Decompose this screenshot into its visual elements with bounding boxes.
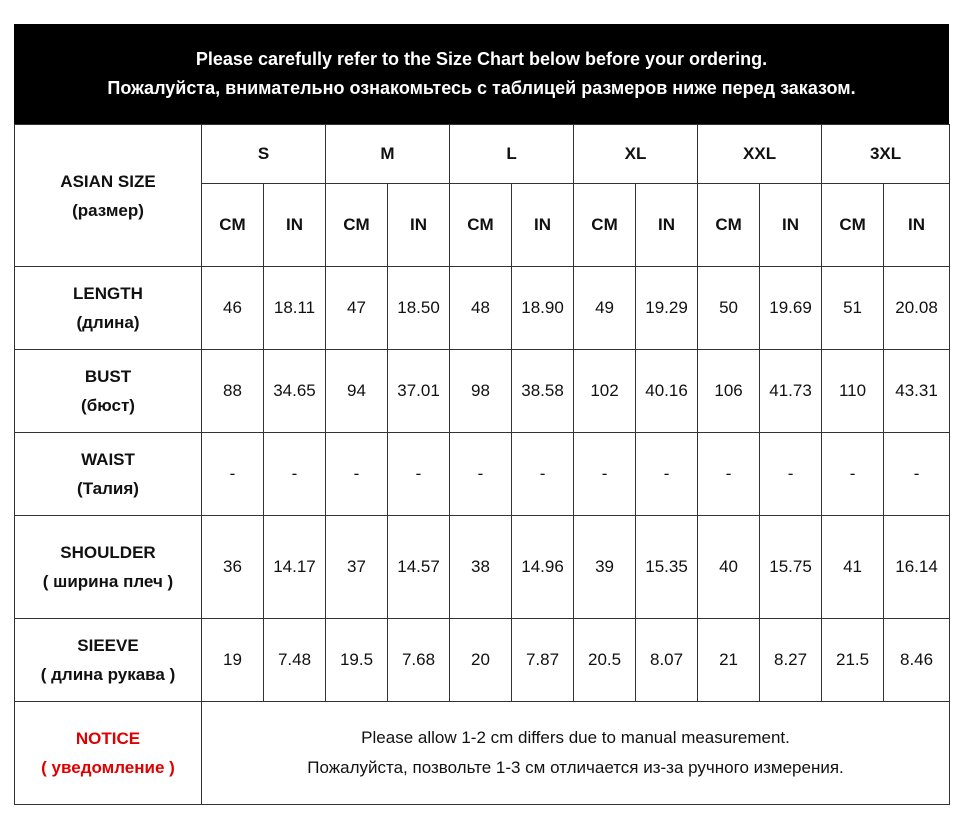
table-cell: 19.5 [326, 619, 388, 702]
table-cell: 39 [574, 516, 636, 619]
asian-size-label [15, 125, 202, 267]
size-s: S [202, 125, 326, 184]
table-cell: 8.07 [636, 619, 698, 702]
table-row-sleeve [15, 619, 950, 702]
size-xl: XL [574, 125, 698, 184]
table-row-bust [15, 350, 950, 433]
size-chart [14, 24, 949, 805]
row-label [15, 516, 202, 619]
size-3xl: 3XL [822, 125, 950, 184]
size-l: L [450, 125, 574, 184]
asian-size-label-en: ASIAN SIZE [60, 171, 156, 191]
table-cell: 49 [574, 267, 636, 350]
table-cell: - [760, 433, 822, 516]
table-cell: 15.75 [760, 516, 822, 619]
table-row-waist [15, 433, 950, 516]
table-row-length [15, 267, 950, 350]
unit-cm: CM [202, 184, 264, 267]
asian-size-label-ru: (размер) [72, 200, 144, 220]
row-label-ru: ( ширина плеч ) [42, 572, 174, 591]
table-cell: - [574, 433, 636, 516]
table-cell: - [512, 433, 574, 516]
unit-cm: CM [326, 184, 388, 267]
table-cell: - [698, 433, 760, 516]
notice-label [15, 702, 202, 805]
notice-row [15, 702, 950, 805]
size-chart-banner [14, 24, 949, 124]
table-cell: 38 [450, 516, 512, 619]
table-cell: 47 [326, 267, 388, 350]
table-cell: 20.5 [574, 619, 636, 702]
table-cell: 102 [574, 350, 636, 433]
table-cell: 7.87 [512, 619, 574, 702]
unit-in: IN [636, 184, 698, 267]
table-cell: 7.68 [388, 619, 450, 702]
unit-in: IN [264, 184, 326, 267]
table-row-shoulder [15, 516, 950, 619]
row-label [15, 433, 202, 516]
table-cell: 19 [202, 619, 264, 702]
table-cell: - [388, 433, 450, 516]
row-label [15, 350, 202, 433]
unit-in: IN [512, 184, 574, 267]
table-cell: 15.35 [636, 516, 698, 619]
table-cell: - [636, 433, 698, 516]
unit-in: IN [388, 184, 450, 267]
table-cell: 106 [698, 350, 760, 433]
table-cell: 37 [326, 516, 388, 619]
row-label-en: BUST [84, 367, 132, 386]
unit-cm: CM [574, 184, 636, 267]
size-header-row [15, 125, 950, 184]
table-cell: 50 [698, 267, 760, 350]
table-cell: 14.17 [264, 516, 326, 619]
size-xxl: XXL [698, 125, 822, 184]
table-cell: 18.50 [388, 267, 450, 350]
table-cell: - [202, 433, 264, 516]
table-cell: 21 [698, 619, 760, 702]
row-label [15, 267, 202, 350]
table-cell: 51 [822, 267, 884, 350]
table-cell: 21.5 [822, 619, 884, 702]
row-label [15, 619, 202, 702]
table-cell: 16.14 [884, 516, 950, 619]
table-cell: 46 [202, 267, 264, 350]
row-label-en: LENGTH [73, 284, 143, 303]
table-cell: 41 [822, 516, 884, 619]
table-cell: 14.57 [388, 516, 450, 619]
row-label-en: SHOULDER [60, 543, 156, 562]
table-cell: - [450, 433, 512, 516]
table-cell: 43.31 [884, 350, 950, 433]
unit-in: IN [884, 184, 950, 267]
notice-text-en: Please allow 1-2 cm differs due to manual measurement. [361, 728, 790, 747]
notice-label-ru: ( уведомление ) [41, 758, 175, 777]
unit-cm: CM [698, 184, 760, 267]
notice-label-en: NOTICE [75, 729, 141, 748]
unit-in: IN [760, 184, 822, 267]
table-cell: 38.58 [512, 350, 574, 433]
table-cell: 18.11 [264, 267, 326, 350]
row-label-ru: (длина) [76, 313, 140, 332]
size-m: M [326, 125, 450, 184]
row-label-en: WAIST [81, 450, 135, 469]
table-cell: 7.48 [264, 619, 326, 702]
notice-text-ru: Пожалуйста, позвольте 1-3 см отличается из-за ручного измерения. [307, 758, 844, 777]
table-cell: 14.96 [512, 516, 574, 619]
table-cell: 88 [202, 350, 264, 433]
table-cell: 19.69 [760, 267, 822, 350]
table-cell: 110 [822, 350, 884, 433]
table-cell: - [884, 433, 950, 516]
row-label-ru: (бюст) [81, 396, 135, 415]
table-cell: 94 [326, 350, 388, 433]
table-cell: 40 [698, 516, 760, 619]
table-cell: 48 [450, 267, 512, 350]
table-cell: 18.90 [512, 267, 574, 350]
table-cell: 20 [450, 619, 512, 702]
unit-cm: CM [822, 184, 884, 267]
table-cell: 36 [202, 516, 264, 619]
row-label-ru: (Талия) [77, 479, 139, 498]
table-cell: 8.27 [760, 619, 822, 702]
size-table [14, 124, 950, 805]
table-cell: - [822, 433, 884, 516]
table-cell: 19.29 [636, 267, 698, 350]
table-cell: 8.46 [884, 619, 950, 702]
table-cell: 41.73 [760, 350, 822, 433]
table-cell: 40.16 [636, 350, 698, 433]
unit-cm: CM [450, 184, 512, 267]
notice-text [202, 702, 950, 805]
table-cell: - [326, 433, 388, 516]
row-label-ru: ( длина рукава ) [40, 665, 176, 684]
table-cell: 98 [450, 350, 512, 433]
table-cell: 34.65 [264, 350, 326, 433]
banner-text-english: Please carefully refer to the Size Chart below before your ordering. [195, 49, 768, 69]
banner-text-russian: Пожалуйста, внимательно ознакомьтесь с таблицей размеров ниже перед заказом. [107, 78, 856, 98]
row-label-en: SIEEVE [77, 636, 139, 655]
table-cell: - [264, 433, 326, 516]
table-cell: 37.01 [388, 350, 450, 433]
table-cell: 20.08 [884, 267, 950, 350]
